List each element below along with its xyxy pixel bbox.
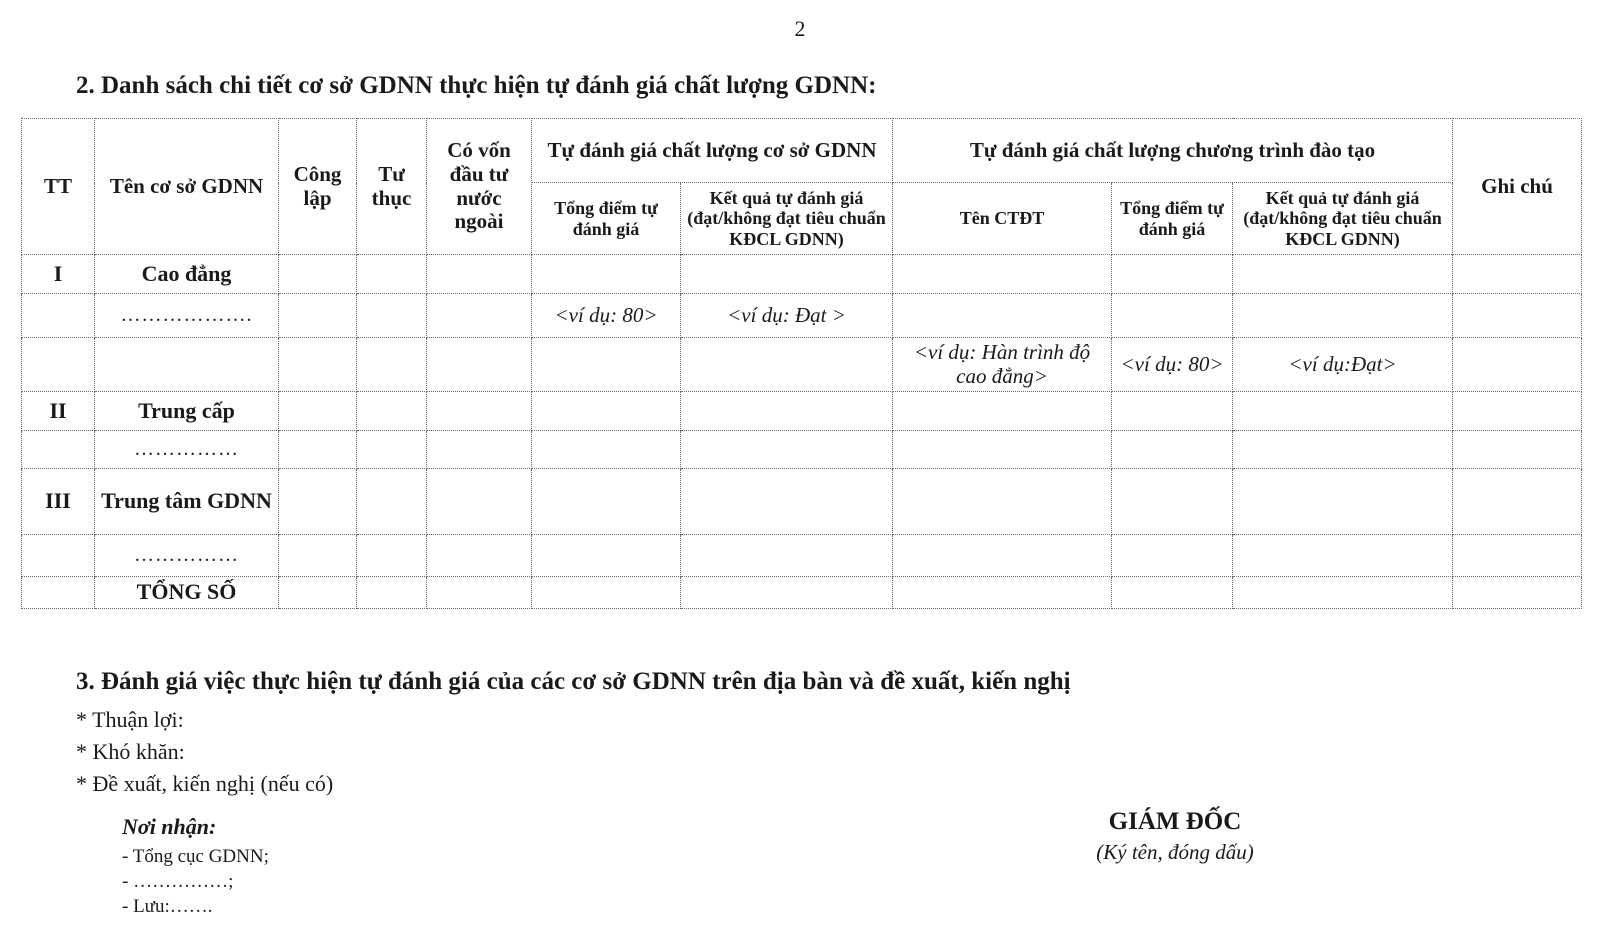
row-name: Trung tâm GDNN bbox=[95, 469, 279, 535]
header-group-ctdt: Tự đánh giá chất lượng chương trình đào tạo bbox=[893, 119, 1453, 183]
page-number: 2 bbox=[794, 16, 806, 41]
section-2-title: 2. Danh sách chi tiết cơ sở GDNN thực hiện tự đánh giá chất lượng GDNN: bbox=[76, 72, 877, 99]
example-program: <ví dụ: Hàn trình độ cao đẳng> bbox=[893, 338, 1112, 392]
total-label: TỔNG SỐ bbox=[95, 577, 279, 609]
header-tu-thuc: Tư thục bbox=[357, 119, 427, 255]
row-tt: II bbox=[22, 392, 95, 431]
row-name: ………………. bbox=[95, 294, 279, 338]
table-row-total bbox=[22, 577, 1582, 609]
recipient-item: - ……………; bbox=[122, 871, 234, 892]
recipients-title: Nơi nhận: bbox=[122, 814, 217, 839]
assessment-table bbox=[21, 118, 1582, 609]
header-tong-diem-co-so: Tổng điểm tự đánh giá bbox=[532, 183, 681, 255]
bullet-difficulties: * Khó khăn: bbox=[76, 739, 185, 764]
header-ten-co-so: Tên cơ sở GDNN bbox=[95, 119, 279, 255]
header-ten-ctdt: Tên CTĐT bbox=[893, 183, 1112, 255]
example-program-score: <ví dụ: 80> bbox=[1112, 338, 1233, 392]
row-name: …………… bbox=[95, 535, 279, 577]
header-tong-diem-ctdt: Tổng điểm tự đánh giá bbox=[1112, 183, 1233, 255]
row-tt: III bbox=[22, 469, 95, 535]
bullet-list bbox=[76, 704, 333, 800]
table-row bbox=[22, 255, 1582, 294]
example-program-result: <ví dụ:Đạt> bbox=[1233, 338, 1453, 392]
header-ket-qua-ctdt: Kết quả tự đánh giá (đạt/không đạt tiêu chuẩn KĐCL GDNN) bbox=[1233, 183, 1453, 255]
example-score: <ví dụ: 80> bbox=[532, 294, 681, 338]
header-ket-qua-co-so: Kết quả tự đánh giá (đạt/không đạt tiêu chuẩn KĐCL GDNN) bbox=[681, 183, 893, 255]
signature-title: GIÁM ĐỐC bbox=[1108, 808, 1242, 835]
table-row bbox=[22, 294, 1582, 338]
table-row bbox=[22, 338, 1582, 392]
header-ghi-chu: Ghi chú bbox=[1453, 119, 1582, 255]
section-3-title: 3. Đánh giá việc thực hiện tự đánh giá của các cơ sở GDNN trên địa bàn và đề xuất, kiến nghị bbox=[76, 668, 1071, 695]
recipient-item: - Lưu:……. bbox=[122, 896, 213, 917]
recipients-block bbox=[122, 814, 269, 919]
example-result: <ví dụ: Đạt > bbox=[681, 294, 893, 338]
row-name: Trung cấp bbox=[95, 392, 279, 431]
header-group-co-so: Tự đánh giá chất lượng cơ sở GDNN bbox=[532, 119, 893, 183]
header-von-nuoc-ngoai: Có vốn đầu tư nước ngoài bbox=[427, 119, 532, 255]
signature-block bbox=[1000, 808, 1350, 865]
table-row bbox=[22, 392, 1582, 431]
table-row bbox=[22, 469, 1582, 535]
recipient-item: - Tổng cục GDNN; bbox=[122, 846, 269, 867]
row-tt: I bbox=[22, 255, 95, 294]
bullet-proposals: * Đề xuất, kiến nghị (nếu có) bbox=[76, 771, 334, 796]
bullet-advantages: * Thuận lợi: bbox=[76, 707, 184, 732]
row-name: Cao đẳng bbox=[95, 255, 279, 294]
table-row bbox=[22, 535, 1582, 577]
row-name: …………… bbox=[95, 431, 279, 469]
header-cong-lap: Công lập bbox=[279, 119, 357, 255]
table-row bbox=[22, 431, 1582, 469]
header-tt: TT bbox=[22, 119, 95, 255]
signature-note: (Ký tên, đóng dấu) bbox=[1096, 840, 1254, 864]
